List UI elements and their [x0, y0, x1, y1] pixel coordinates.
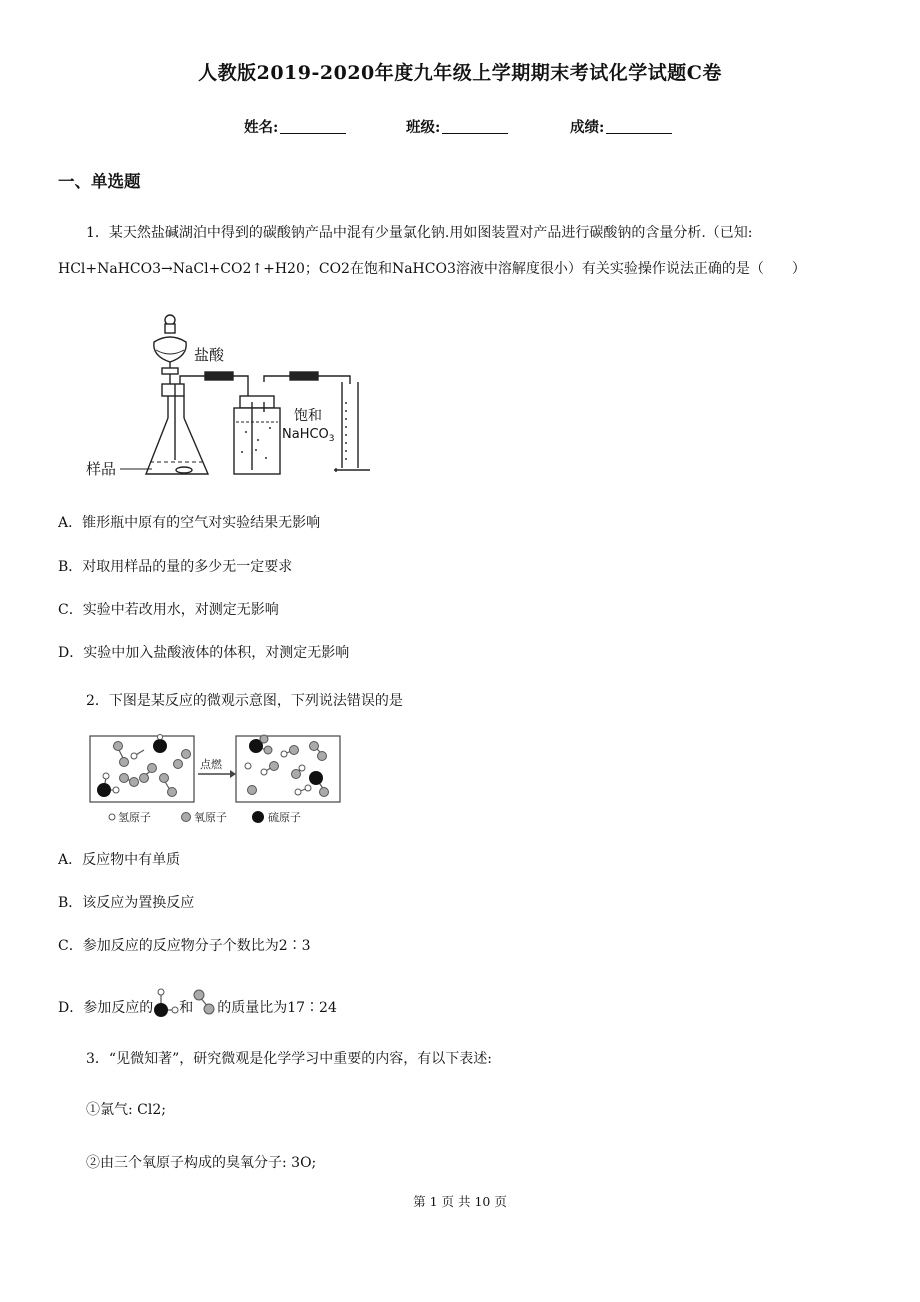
- class-label: 班级:: [406, 119, 441, 136]
- legend-hydrogen-icon: [109, 814, 115, 820]
- label-nahco3: NaHCO: [282, 427, 329, 442]
- q2-option-d[interactable]: [58, 997, 337, 1018]
- legend-sulfur: 硫原子: [268, 811, 301, 824]
- q2-option-a[interactable]: A．反应物中有单质: [58, 852, 181, 868]
- section-heading: 一、单选题: [58, 172, 141, 191]
- q1-stem-line2: HCl+NaHCO3→NaCl+CO2↑+H20；CO2在饱和NaHCO3溶液中溶解度很小）有关实验操作说法正确的是（ ）: [58, 261, 806, 277]
- page-title: 人教版2019-2020年度九年级上学期期末考试化学试题C卷: [198, 62, 722, 84]
- page-footer: 第 1 页 共 10 页: [413, 1194, 507, 1209]
- score-field: [570, 116, 672, 137]
- q2-option-c[interactable]: C．参加反应的反应物分子个数比为2∶3: [58, 938, 311, 954]
- q2-option-d-text3: 的质量比为17∶24: [217, 1000, 337, 1016]
- o2-molecule-icon: [193, 988, 217, 1018]
- q2-option-d-text1: D．参加反应的: [58, 1000, 154, 1016]
- score-blank[interactable]: [606, 119, 672, 134]
- q3-item-2: ②由三个氧原子构成的臭氧分子: 3O;: [86, 1155, 317, 1171]
- h2s-molecule-icon: [153, 988, 179, 1018]
- q3-item-1: ①氯气: Cl2;: [86, 1102, 166, 1118]
- q1-option-b[interactable]: B．对取用样品的量的多少无一定要求: [58, 559, 293, 575]
- legend-oxygen: 氧原子: [194, 811, 227, 824]
- label-sample: 样品: [86, 460, 117, 478]
- class-blank[interactable]: [442, 119, 508, 134]
- name-blank[interactable]: [280, 119, 346, 134]
- q1-option-d[interactable]: D．实验中加入盐酸液体的体积，对测定无影响: [58, 645, 350, 661]
- label-acid: 盐酸: [194, 346, 225, 364]
- q3-stem: 3．“见微知著”，研究微观是化学学习中重要的内容，有以下表述:: [86, 1051, 492, 1067]
- label-nahco3-sub: 3: [328, 434, 335, 444]
- q2-option-b[interactable]: B．该反应为置换反应: [58, 895, 195, 911]
- legend-hydrogen: 氢原子: [118, 811, 151, 824]
- label-saturated: 饱和: [294, 408, 322, 424]
- q1-option-a[interactable]: A．锥形瓶中原有的空气对实验结果无影响: [58, 515, 321, 531]
- name-field: [244, 116, 346, 137]
- score-label: 成绩:: [570, 119, 605, 136]
- legend-sulfur-icon: [252, 811, 264, 823]
- q2-option-d-text2: 和: [179, 1000, 194, 1016]
- svg-text:NaHCO3: [282, 427, 335, 444]
- q1-stem-line1: 1．某天然盐碱湖泊中得到的碳酸钠产品中混有少量氯化钠.用如图装置对产品进行碳酸钠的含量分析.（已知:: [86, 225, 753, 241]
- name-label: 姓名:: [244, 119, 279, 136]
- class-field: [406, 116, 508, 137]
- q1-apparatus-figure: [80, 312, 380, 488]
- q1-option-c[interactable]: C．实验中若改用水，对测定无影响: [58, 602, 279, 618]
- q2-stem: 2．下图是某反应的微观示意图，下列说法错误的是: [86, 693, 403, 709]
- legend-oxygen-icon: [182, 813, 191, 822]
- q2-reaction-diagram: [88, 734, 344, 828]
- arrow-label-ignite: 点燃: [200, 758, 222, 771]
